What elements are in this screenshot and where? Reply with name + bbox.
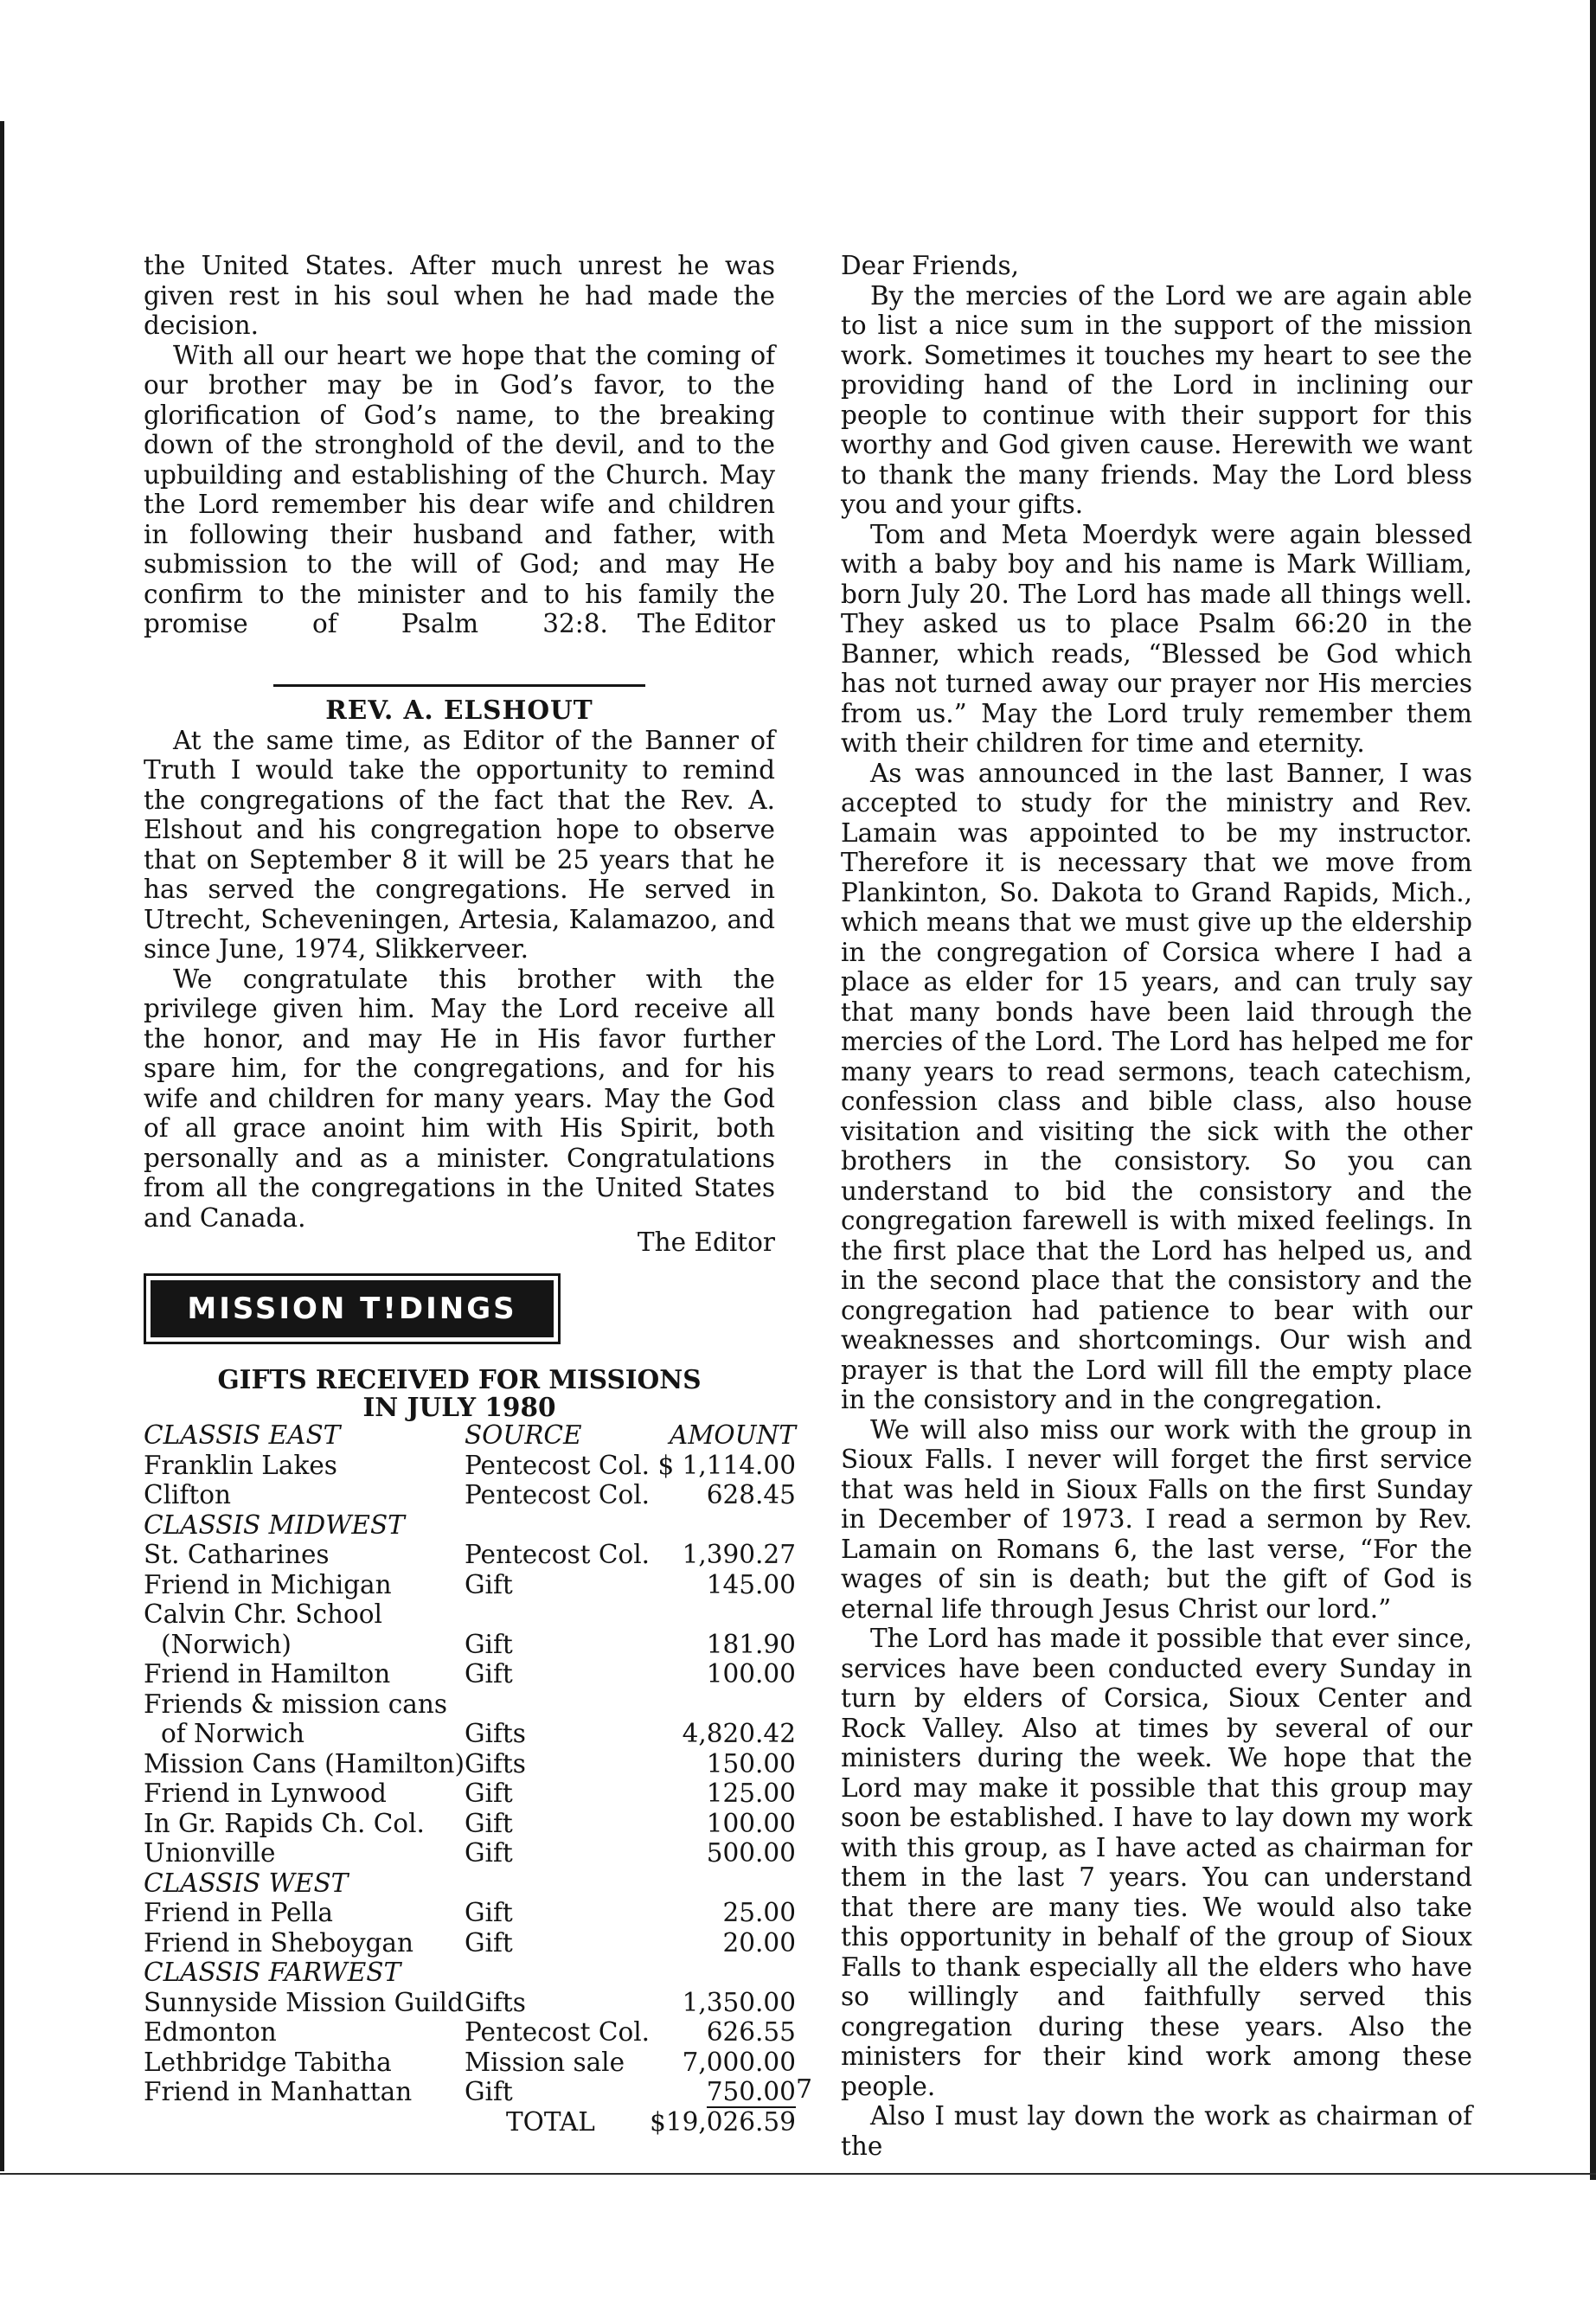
gift-amount: 20.00 [722, 1927, 796, 1958]
gift-contributor: of Norwich [161, 1719, 304, 1748]
classis-heading-row [144, 1958, 796, 1988]
gift-contributor: Friends & mission cans [144, 1689, 448, 1719]
letter-paragraph: The Lord has made it possible that ever since, services have been conducted every Sunday in turn by elders of Corsica, Sioux Center and Rock Valley. Also at times by several of our ministers during the week. We hope that the Lord may make it possible that this group may soon be established. I have to lay down my work with this group, as I have acted as chairman for them in the last 7 years. You can understand that there are many ties. We would also take this opportunity in behalf of the group of Sioux Falls to thank especially all the elders who have so willingly and faithfully served this congregation during these years. Also the ministers for their kind work among these people. [841, 1624, 1472, 2101]
gift-amount: 500.00 [706, 1838, 796, 1868]
gifts-table-body [144, 1451, 796, 2107]
gift-row [144, 1480, 796, 1510]
gift-source [465, 1689, 650, 1720]
editor-signature: The Editor [637, 1227, 775, 1257]
gift-contributor: (Norwich) [161, 1629, 292, 1659]
gift-source: Gift [464, 1808, 513, 1838]
total-label: TOTAL [505, 2106, 595, 2137]
gift-amount: 1,390.27 [682, 1540, 796, 1569]
gift-row [144, 1451, 796, 1481]
page-number: 7 [796, 2074, 813, 2105]
letter-greeting: Dear Friends, [841, 251, 1020, 280]
gift-amount: 4,820.42 [682, 1719, 796, 1748]
gift-amount: 100.00 [706, 1808, 796, 1838]
classis-heading-row [144, 1510, 796, 1541]
gift-row [144, 2048, 796, 2078]
letter-paragraph: We will also miss our work with the group in Sioux Falls. I never will forget the first service that was held in Sioux Falls on the first Sunday in December of 1973. I read a sermon by Rev. Lamain on Romans 6, the last verse, “For the wages of sin is death; but the gift of God is eternal life through Jesus Christ our lord.” [841, 1414, 1472, 1624]
gift-amount: 181.90 [706, 1629, 796, 1659]
classis-heading: CLASSIS FARWEST [144, 1958, 401, 1987]
classis-heading: CLASSIS MIDWEST [144, 1509, 405, 1540]
gift-amount: 626.55 [706, 2017, 796, 2047]
gifts-table-header [144, 1420, 796, 1451]
gift-contributor: Clifton [144, 1480, 231, 1509]
left-column [144, 251, 796, 2137]
gift-row [144, 2017, 796, 2048]
gift-amount: 7,000.00 [682, 2047, 796, 2077]
gift-contributor: Friend in Lynwood [144, 1779, 387, 1808]
gift-row [144, 1689, 796, 1720]
right-column [841, 251, 1472, 2161]
gift-row [144, 1988, 796, 2018]
scan-edge-left [0, 121, 4, 2171]
gift-amount: 125.00 [706, 1779, 796, 1808]
gift-contributor: Friend in Sheboygan [144, 1927, 413, 1958]
gift-source: Gift [464, 1629, 513, 1659]
letter-paragraph: By the mercies of the Lord we are again able to list a nice sum in the support of the mission work. Sometimes it touches my heart to see the providing hand of the Lord in inclining our people to continue with their support for this worthy and God given cause. Herewith we want to thank the many friends. May the Lord bless you and your gifts. [841, 280, 1472, 519]
gift-row [144, 1838, 796, 1868]
gift-contributor: Edmonton [144, 2017, 277, 2047]
total-row [144, 2107, 796, 2138]
gift-row [144, 1630, 796, 1660]
gift-row [144, 1719, 796, 1749]
article-paragraph-text: With all our heart we hope that the coming of our brother may be in God’s favor, to the glorification of God’s name, to the breaking down of the stronghold of the devil, and to the upbuilding and establishing of the Church. May the Lord remember his dear wife and children in following their husband and father, with submission to the will of God; and may He confirm to the minister and to his family the promise of Psalm 32:8. [144, 340, 775, 638]
editor-signature: The Editor [637, 609, 775, 638]
classis-heading: CLASSIS WEST [144, 1868, 349, 1898]
letter-paragraph: Also I must lay down the work as chairman of the [841, 2101, 1472, 2161]
gift-contributor: In Gr. Rapids Ch. Col. [144, 1808, 425, 1838]
section-title: REV. A. ELSHOUT [325, 695, 593, 725]
total-amount: $19,026.59 [650, 2106, 796, 2137]
section-paragraph: At the same time, as Editor of the Banner of Truth I would take the opportunity to remind the congregations of the fact that the Rev. A. Elshout and his congregation hope to observe that on September 8 it will be 25 years that he has served the congregations. He served in Utrecht, Scheveningen, Artesia, Kalamazoo, and since June, 1974, Slikkerveer. [144, 725, 775, 964]
gift-contributor: Friend in Pella [144, 1898, 333, 1927]
gift-source [465, 1599, 650, 1630]
classis-heading-row [144, 1868, 796, 1899]
gift-contributor: Friend in Hamilton [144, 1659, 391, 1689]
gift-amount: 628.45 [706, 1480, 796, 1509]
gift-amount: 25.00 [722, 1898, 796, 1927]
gift-source: Pentecost Col. [464, 1480, 651, 1509]
gift-amount: 750.00 [706, 2077, 796, 2106]
gifts-title: GIFTS RECEIVED FOR MISSIONS [217, 1364, 702, 1394]
gift-row [144, 1659, 796, 1689]
article-paragraph: the United States. After much unrest he was given rest in his soul when he had made the decision. [144, 251, 775, 340]
gift-source: Pentecost Col. [464, 1540, 651, 1569]
gift-amount: 145.00 [706, 1569, 796, 1599]
gift-source: Gift [464, 1898, 513, 1927]
section-divider [273, 684, 645, 687]
banner-text: MISSION T!DINGS [151, 1280, 554, 1338]
gift-amount: 1,350.00 [682, 1987, 796, 2017]
gift-row [144, 2077, 796, 2107]
gift-contributor: Calvin Chr. School [144, 1599, 382, 1629]
header-classis: CLASSIS EAST [144, 1420, 341, 1450]
gift-row [144, 1749, 796, 1779]
gift-contributor: Friend in Michigan [144, 1569, 392, 1599]
letter-paragraph: Tom and Meta Moerdyk were again blessed with a baby boy and his name is Mark William, born July 20. The Lord has made all things well. They asked us to place Psalm 66:20 in the Banner, which reads, “Blessed be God which has not turned away our prayer nor His mercies from us.” May the Lord truly remember them with their children for time and eternity. [841, 519, 1472, 758]
gift-source: Mission sale [464, 2047, 625, 2077]
gift-row [144, 1928, 796, 1958]
gift-row [144, 1540, 796, 1570]
article-paragraph [144, 341, 775, 670]
gift-source: Gifts [464, 1748, 526, 1779]
gift-row [144, 1599, 796, 1630]
gift-source: Gift [464, 2077, 513, 2106]
gift-source: Gift [464, 1927, 513, 1958]
gift-contributor: Sunnyside Mission Guild [144, 1987, 464, 2017]
gift-row [144, 1898, 796, 1928]
gift-contributor: St. Catharines [144, 1540, 330, 1569]
gift-contributor: Lethbridge Tabitha [144, 2047, 392, 2077]
gift-source: Pentecost Col. [464, 2017, 651, 2047]
header-amount: AMOUNT [669, 1420, 796, 1450]
scan-edge-right [1590, 0, 1596, 2180]
mission-tidings-banner [144, 1273, 561, 1345]
gift-row [144, 1570, 796, 1600]
gift-source: Gift [464, 1569, 513, 1599]
gifts-table [144, 1420, 796, 2137]
gift-source: Gift [464, 1659, 513, 1689]
scan-edge-bottom [0, 2173, 1596, 2175]
section-paragraph: We congratulate this brother with the privilege given him. May the Lord receive all the honor, and may He in His favor further spare him, for the congregations, and for his wife and children for many years. May the God of all grace anoint him with His Spirit, both personally and as a minister. Congratulations from all the congregations in the United States and Canada. [144, 964, 775, 1233]
gift-source: Pentecost Col. [464, 1450, 651, 1480]
gift-source: Gift [464, 1838, 513, 1868]
gifts-subtitle: IN JULY 1980 [362, 1392, 556, 1422]
gift-amount: 100.00 [706, 1659, 796, 1689]
gift-row [144, 1779, 796, 1809]
header-source: SOURCE [464, 1420, 582, 1450]
letter-paragraph: As was announced in the last Banner, I was accepted to study for the ministry and Rev. Lamain was appointed to be my instructor. Therefore it is necessary that we move from Plankinton, So. Dakota to Grand Rapids, Mich., which means that we must give up the eldership in the congregation of Corsica where I had a place as elder for 15 years, and can truly say that many bonds have been laid through the mercies of the Lord. The Lord has helped me for many years to read sermons, teach catechism, confession class and bible class, also house visitation and visiting the sick with the other brothers in the consistory. So you can understand to bid the consistory and the congregation farewell is with mixed feelings. In the first place that the Lord has helped us, and in the second place that the consistory and the congregation had patience to bear with our weaknesses and shortcomings. Our wish and prayer is that the Lord will fill the empty place in the consistory and in the congregation. [841, 758, 1472, 1414]
gift-amount: 150.00 [706, 1748, 796, 1779]
gift-contributor: Unionville [144, 1838, 276, 1868]
gift-contributor: Friend in Manhattan [144, 2077, 413, 2106]
gift-contributor: Mission Cans (Hamilton) [144, 1748, 465, 1779]
gift-source: Gifts [464, 1719, 526, 1748]
gift-source: Gifts [464, 1987, 526, 2017]
gift-row [144, 1809, 796, 1839]
gift-contributor: Franklin Lakes [144, 1450, 337, 1480]
gift-amount: $ 1,114.00 [657, 1450, 796, 1480]
gift-source: Gift [464, 1779, 513, 1808]
